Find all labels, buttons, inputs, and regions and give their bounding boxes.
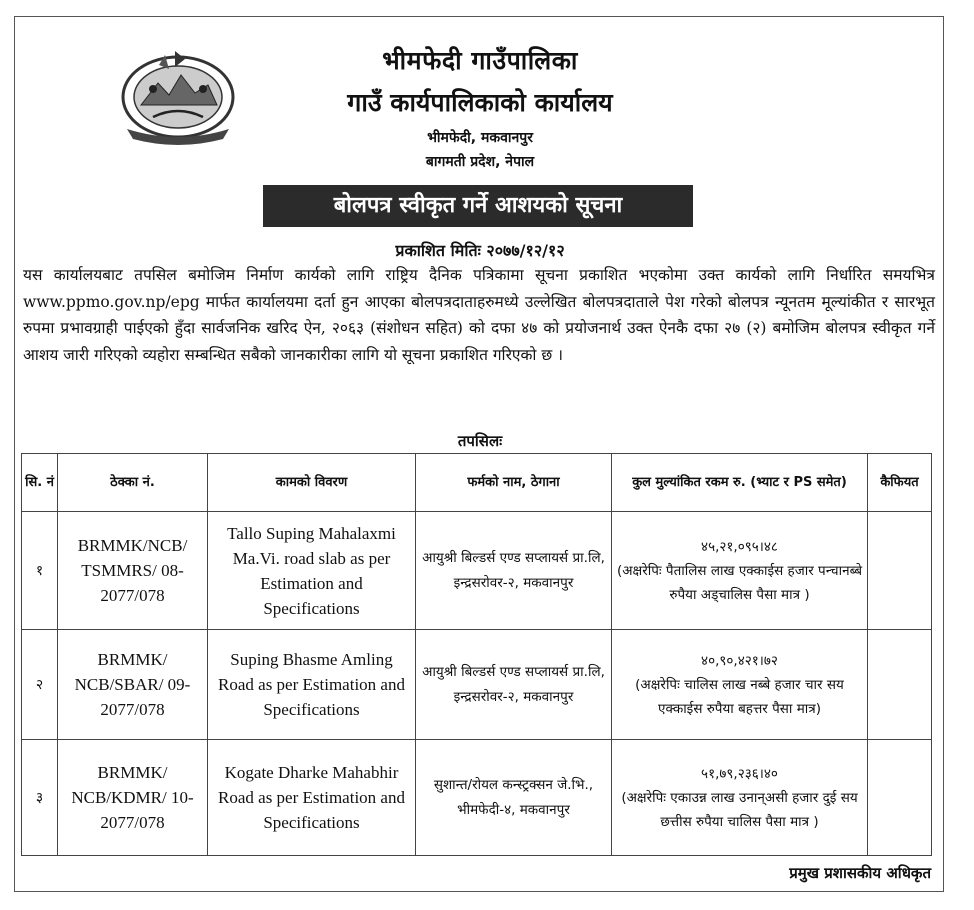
header-firm: फर्मको नाम, ठेगाना (416, 454, 612, 512)
cell-sn: १ (22, 512, 58, 630)
cell-remarks (868, 740, 932, 856)
cell-firm: सुशान्त/रोयल कन्स्ट्रक्सन जे.भि., भीमफेदी-४, मकवानपुर (416, 740, 612, 856)
office-address: भीमफेदी, मकवानपुर (427, 130, 533, 146)
notice-page (14, 16, 944, 892)
office-name: गाउँ कार्यपालिकाको कार्यालय (347, 88, 613, 117)
cell-contract-no: BRMMK/ NCB/KDMR/ 10-2077/078 (58, 740, 208, 856)
cell-sn: ३ (22, 740, 58, 856)
cell-amount (612, 630, 868, 740)
signatory: प्रमुख प्रशासकीय अधिकृत (789, 864, 931, 882)
cell-work-desc: Suping Bhasme Amling Road as per Estimation and Specifications (208, 630, 416, 740)
amount-in-words: (अक्षरेपिः चालिस लाख नब्बे हजार चार सय एक्काईस रुपैया बहत्तर पैसा मात्र) (635, 676, 844, 717)
details-label: तपसिलः (457, 432, 503, 450)
amount-in-words: (अक्षरेपिः एकाउन्न लाख उनान्असी हजार दुई सय छत्तीस रुपैया चालिस पैसा मात्र ) (621, 789, 858, 830)
cell-firm: आयुश्री बिल्डर्स एण्ड सप्लायर्स प्रा.लि, इन्द्रसरोवर-२, मकवानपुर (416, 630, 612, 740)
header-sn: सि. नं (22, 454, 58, 512)
office-province: बागमती प्रदेश, नेपाल (425, 154, 535, 170)
amount-figure: ४५,२१,०९५।४८ (701, 538, 778, 555)
cell-work-desc: Kogate Dharke Mahabhir Road as per Estimation and Specifications (208, 740, 416, 856)
cell-contract-no: BRMMK/NCB/ TSMMRS/ 08-2077/078 (58, 512, 208, 630)
table-header-row (22, 454, 932, 512)
table-row (22, 740, 932, 856)
header-remarks: कैफियत (868, 454, 932, 512)
table-row (22, 630, 932, 740)
amount-figure: ५१,७९,२३६।४० (701, 765, 778, 782)
header-contract-no: ठेक्का नं. (58, 454, 208, 512)
header-amount: कुल मुल्यांकित रकम रु. (भ्याट र PS समेत) (612, 454, 868, 512)
award-table (21, 453, 932, 856)
cell-amount (612, 512, 868, 630)
cell-firm: आयुश्री बिल्डर्स एण्ड सप्लायर्स प्रा.लि, इन्द्रसरोवर-२, मकवानपुर (416, 512, 612, 630)
published-date: प्रकाशित मितिः २०७७/१२/१२ (395, 241, 565, 260)
amount-figure: ४०,९०,४२१।७२ (701, 652, 778, 669)
header-work-desc: कामको विवरण (208, 454, 416, 512)
notice-body: यस कार्यालयबाट तपसिल बमोजिम निर्माण कार्यको लागि राष्ट्रिय दैनिक पत्रिकामा सूचना प्रकाशित भएकोमा उक्त कार्यको लागि निर्धारित समयभित्र www.ppmo.gov.np/epg मार्फत कार्यालयमा दर्ता हुन आएका बोलपत्रदाताहरुमध्ये उल्लेखित बोलपत्रदाताले पेश गरेको बोलपत्र न्यूनतम मूल्यांकीत र सारभूत रुपमा प्रभावग्राही पाईएको हुँदा सार्वजनिक खरिद ऐन, २०६३ (संशोधन सहित) को दफा ४७ को प्रयोजनार्थ उक्त ऐनकै दफा २७ (२) बमोजिम बोलपत्र स्वीकृत गर्ने आशय जारी गरिएको व्यहोरा सम्बन्धित सबैको जानकारीका लागि यो सूचना प्रकाशित गरिएको छ । (23, 266, 935, 364)
cell-sn: २ (22, 630, 58, 740)
amount-in-words: (अक्षरेपिः पैतालिस लाख एक्काईस हजार पन्चानब्बे रुपैया अड्चालिस पैसा मात्र ) (616, 562, 863, 603)
table-row (22, 512, 932, 630)
municipality-name: भीमफेदी गाउँपालिका (382, 46, 578, 75)
notice-title: बोलपत्र स्वीकृत गर्ने आशयको सूचना (263, 185, 693, 227)
cell-remarks (868, 512, 932, 630)
cell-contract-no: BRMMK/ NCB/SBAR/ 09-2077/078 (58, 630, 208, 740)
cell-remarks (868, 630, 932, 740)
cell-work-desc: Tallo Suping Mahalaxmi Ma.Vi. road slab as per Estimation and Specifications (208, 512, 416, 630)
cell-amount (612, 740, 868, 856)
